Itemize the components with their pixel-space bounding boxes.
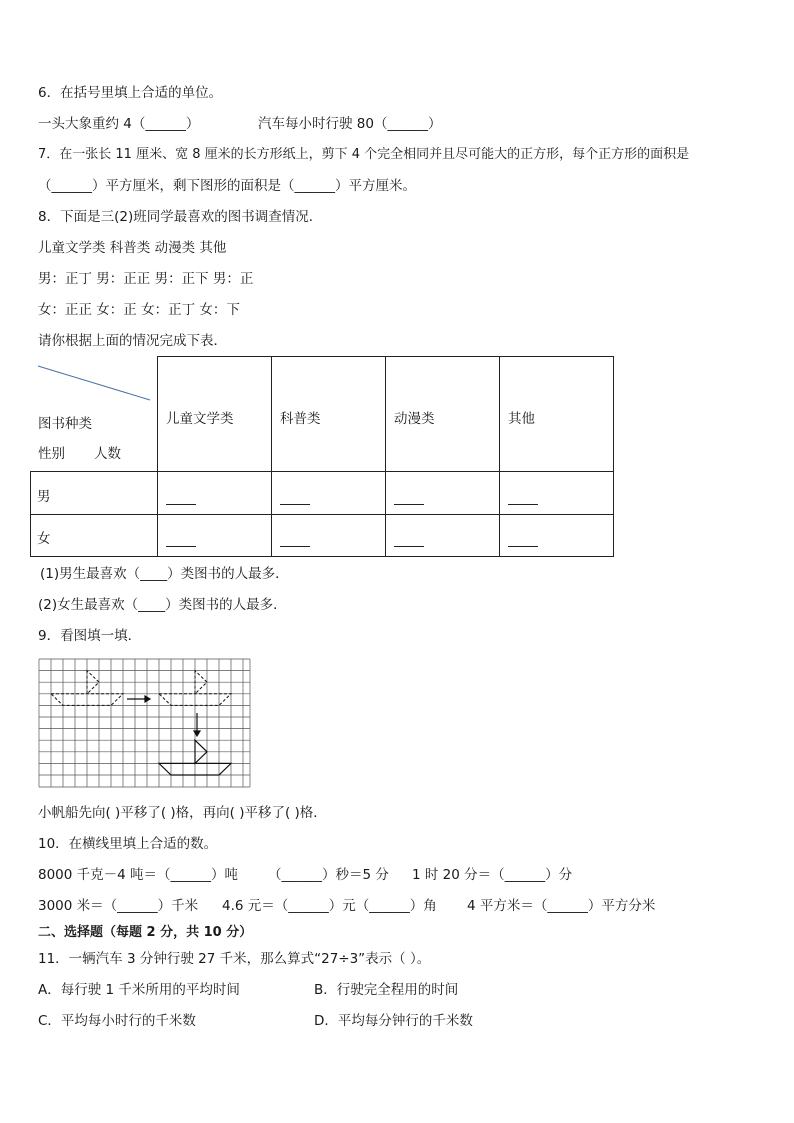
q8-sub1: (1)男生最喜欢（____）类图书的人最多． xyxy=(40,566,289,582)
q10-r2-b: 4.6 元＝（______）元（______）角 xyxy=(222,898,437,914)
answer-cell[interactable] xyxy=(385,471,500,515)
q7-line1: 7．在一张长 11 厘米、宽 8 厘米的长方形纸上，剪下 4 个完全相同并且尽可能大的正方形，每个正方形的面积是 xyxy=(38,147,690,162)
q8-girls-tally: 女：正正 女：正 女：正丁 女：下 xyxy=(38,302,240,318)
q10-r1-b: （______）秒＝5 分 xyxy=(268,867,389,883)
q8-sub2: (2)女生最喜欢（____）类图书的人最多． xyxy=(38,597,287,613)
corner-label-gender: 性别 xyxy=(38,446,65,462)
q8-categories: 儿童文学类 科普类 动漫类 其他 xyxy=(38,240,227,256)
q8-instruction: 请你根据上面的情况完成下表． xyxy=(38,333,227,349)
answer-cell[interactable] xyxy=(157,471,272,515)
q6-title: 6．在括号里填上合适的单位。 xyxy=(38,85,223,101)
q6-item-a: 一头大象重约 4（______） xyxy=(38,116,200,132)
q9-title: 9．看图填一填． xyxy=(38,628,142,644)
table-corner-cell xyxy=(30,356,158,472)
section2-title: 二、选择题（每题 2 分，共 10 分） xyxy=(38,925,253,940)
q9-question: 小帆船先向( )平移了( )格，再向( )平移了( )格． xyxy=(38,805,327,821)
row-label-boys: 男 xyxy=(30,471,158,515)
q11-option-a[interactable]: A．每行驶 1 千米所用的平均时间 xyxy=(38,982,240,998)
q11-option-c[interactable]: C．平均每小时行的千米数 xyxy=(38,1013,196,1029)
header-cell: 科普类 xyxy=(271,356,386,472)
q10-r2-c: 4 平方米＝（______）平方分米 xyxy=(467,898,656,914)
sailboat-grid-figure xyxy=(37,657,253,789)
corner-label-category: 图书种类 xyxy=(38,416,92,432)
answer-cell[interactable] xyxy=(157,514,272,557)
q8-title: 8．下面是三(2)班同学最喜欢的图书调查情况． xyxy=(38,209,323,225)
q11-option-b[interactable]: B．行驶完全程用的时间 xyxy=(314,982,459,998)
q10-title: 10．在横线里填上合适的数。 xyxy=(38,836,218,852)
answer-cell[interactable] xyxy=(499,514,614,557)
survey-table xyxy=(30,356,614,557)
q8-boys-tally: 男：正丁 男：正正 男：正下 男：正 xyxy=(38,271,254,287)
answer-cell[interactable] xyxy=(499,471,614,515)
answer-cell[interactable] xyxy=(271,514,386,557)
header-cell: 动漫类 xyxy=(385,356,500,472)
q7-line2: （______）平方厘米，剩下图形的面积是（______）平方厘米。 xyxy=(38,178,416,194)
diagonal-line xyxy=(30,356,158,416)
q10-r1-c: 1 时 20 分＝（______）分 xyxy=(412,867,573,883)
q10-r2-a: 3000 米＝（______）千米 xyxy=(38,898,199,914)
arrow-right-icon xyxy=(127,696,150,702)
q11-stem: 11．一辆汽车 3 分钟行驶 27 千米，那么算式“27÷3”表示（ ）。 xyxy=(38,951,431,967)
row-label-girls: 女 xyxy=(30,514,158,557)
answer-cell[interactable] xyxy=(385,514,500,557)
header-cell: 儿童文学类 xyxy=(157,356,272,472)
header-cell: 其他 xyxy=(499,356,614,472)
q6-item-b: 汽车每小时行驶 80（______） xyxy=(258,116,442,132)
answer-cell[interactable] xyxy=(271,471,386,515)
q11-option-d[interactable]: D．平均每分钟行的千米数 xyxy=(314,1013,473,1029)
q10-r1-a: 8000 千克－4 吨＝（______）吨 xyxy=(38,867,239,883)
grid-lines xyxy=(39,659,250,787)
corner-label-count: 人数 xyxy=(94,446,121,462)
